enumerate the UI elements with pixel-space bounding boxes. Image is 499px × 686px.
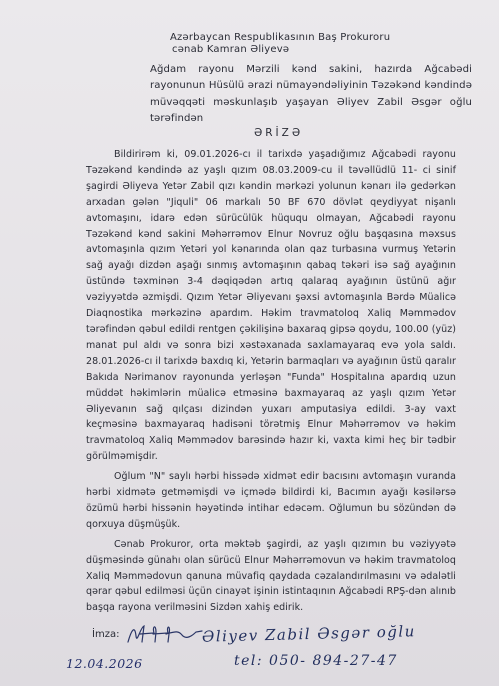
signature-label: İmza:: [92, 629, 120, 640]
addressee-line-2: cənab Kamran Əliyevə: [172, 44, 290, 55]
handwritten-date: 12.04.2026: [66, 656, 143, 671]
body-paragraph-2: Oğlum "N" saylı hərbi hissədə xidmət edir bacısını avtomaşın vuranda hərbi xidmətə getməmişdi və içmədə bildirdi ki, Bacımın ayağı kəsilərsə özümü hərbi hissənin həyətində intihar edəcəm. Oğlumun bu sözündən də qorxuya düşmüşük.: [86, 471, 456, 530]
signature-handwritten-name: Əliyev Zabil Əsgər oğlu: [201, 622, 417, 646]
body-paragraph-3: Cənab Prokuror, orta məktəb şagirdi, az yaşlı qızımın bu vəziyyətə düşməsində günahı olan sürücü Elnur Məhərrəmovun və həkim travmatoloq Xaliq Məmmədovun qanuna müvafiq qaydada cəzalandırılmasını və ədalətli qərar qəbul edilməsi üçün cinayət işinin istintaqının Ağcabədi RPŞ-dən alınıb başqa rayona verilməsini Sizdən xahiş edirik.: [86, 538, 456, 614]
document-body: [86, 147, 456, 620]
signature-line: [92, 622, 482, 646]
handwritten-phone: tel: 050- 894-27-47: [234, 653, 398, 669]
signature-scrawl: [126, 622, 206, 646]
document-title: ƏRİZƏ: [254, 127, 304, 139]
sender-block: Ağdam rayonu Mərzili kənd sakini, hazırda Ağcabədi rayonunun Hüsülü ərazi nümayəndəliyinin Təzəkənd kəndində müvəqqəti məskunlaşıb yaşayan Əliyev Zabil Əsgər oğlu tərəfindən: [150, 64, 472, 125]
body-paragraph-1: Bildirirəm ki, 09.01.2026-cı il tarixdə yaşadığımız Ağcabədi rayonu Təzəkənd kəndində az yaşlı qızım 08.03.2009-cu il təvəllüdlü 11- ci sinif şagirdi Əliyeva Yetər Zabil qızı kəndin mərkəzi yolunun kənarı ilə gedərkən arxadan gələn "Jiquli" 06 markalı 50 BF 670 dövlət qeydiyyat nişanlı avtomaşını, idarə edən sürücülük hüququ olmayan, Ağcabədi rayonu Təzəkənd kənd sakini Məhərrəmov Elnur Novruz oğlu başqasına məxsus avtomaşınla qızım Yetəri yol kənarında olan qaz turbasına vurmuş Yetərin sağ ayağı dizdən aşağı sınmış avtomaşının qabaq təkəri isə sağ ayağının üstündə təxminən 3-4 dəqiqədən artıq qalaraq ayağının üstünü ağır vəziyyətdə əzmişdi. Qızım Yetər Əliyevanı şəxsi avtomaşınla Bərdə Müalicə Diaqnostika mərkəzinə apardım. Həkim travmatoloq Xaliq Məmmədov tərəfindən qəbul edildi rentgen çəkilişinə baxaraq gipsə qoydu, 100.00 (yüz) manat pul aldı və sonra bizi xəstəxanada saxlamayaraq evə yola saldı. 28.01.2026-cı il tarixdə baxdıq ki, Yetərin barmaqları və ayağının üstü qaralır Bakıda Nərimanov rayonunda yerləşən "Funda" Hospitalına apardıq uzun müddət həkimlərin müalicə etməsinə baxmayaraq az yaşlı qızım Yetər Əliyevanın sağ qılçası dizindən yuxarı amputasiya edildi. 3-ay vaxt keçməsinə baxmayaraq hadisəni törətmiş Elnur Məhərrəmov və həkim travmatoloq Xaliq Məmmədov barəsində hazır ki, vaxta kimi heç bir tədbir görülməmişdir.: [86, 149, 456, 463]
addressee-line-1: Azərbaycan Respublikasının Baş Prokuroru: [170, 32, 391, 43]
addressee-block: [170, 32, 485, 56]
